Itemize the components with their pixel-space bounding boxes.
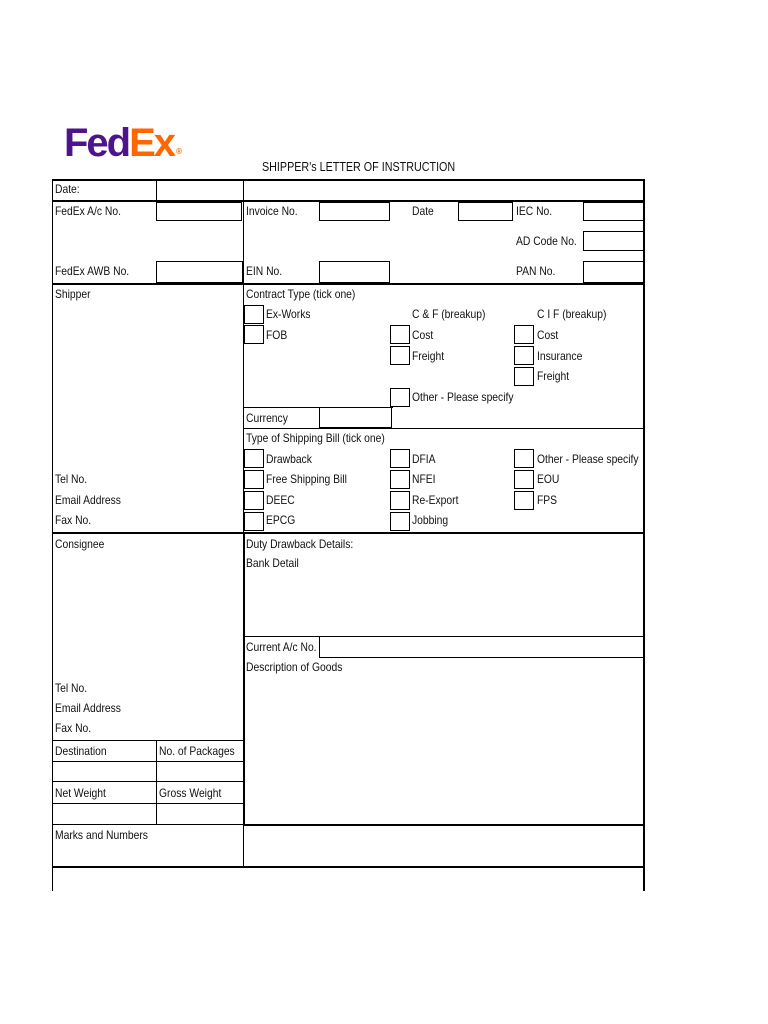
ein-no-input[interactable] (319, 261, 390, 283)
consignee-email-label: Email Address (55, 701, 121, 715)
cif-title: C I F (breakup) (537, 307, 607, 321)
contract-type-title: Contract Type (tick one) (246, 287, 356, 301)
cif-insurance-label: Insurance (537, 349, 583, 363)
net-weight-input[interactable] (52, 804, 157, 824)
drawback-label: Drawback (266, 452, 312, 466)
fedex-logo: FedEx ® (64, 121, 182, 165)
cf-freight-label: Freight (412, 349, 445, 363)
duty-drawback-title: Duty Drawback Details: (246, 537, 354, 551)
fedex-awb-input[interactable] (156, 261, 243, 283)
fob-checkbox[interactable] (244, 325, 264, 344)
ex-works-label: Ex-Works (266, 307, 311, 321)
shipper-label: Shipper (55, 287, 91, 301)
bill-other-label: Other - Please specify (537, 452, 639, 466)
deec-label: DEEC (266, 493, 295, 507)
current-ac-label: Current A/c No. (246, 640, 317, 654)
iec-no-input[interactable] (583, 202, 644, 221)
reexport-checkbox[interactable] (390, 491, 410, 510)
invoice-date-label: Date (412, 204, 434, 218)
fps-checkbox[interactable] (514, 491, 534, 510)
cif-cost-checkbox[interactable] (514, 325, 534, 344)
marks-and-numbers-label: Marks and Numbers (55, 828, 148, 842)
gross-weight-label: Gross Weight (159, 786, 222, 800)
shipper-email-label: Email Address (55, 493, 121, 507)
ex-works-checkbox[interactable] (244, 305, 264, 324)
reexport-label: Re-Export (412, 493, 459, 507)
bill-other-checkbox[interactable] (514, 449, 534, 468)
fedex-ac-label: FedEx A/c No. (55, 204, 121, 218)
free-shipping-bill-label: Free Shipping Bill (266, 472, 347, 486)
jobbing-checkbox[interactable] (390, 512, 410, 531)
contract-other-checkbox[interactable] (390, 388, 410, 407)
pan-no-label: PAN No. (516, 264, 556, 278)
invoice-date-input[interactable] (458, 202, 513, 221)
no-of-packages-label: No. of Packages (159, 744, 235, 758)
dfia-label: DFIA (412, 452, 436, 466)
cif-freight-label: Freight (537, 369, 570, 383)
epcg-checkbox[interactable] (244, 512, 264, 531)
drawback-checkbox[interactable] (244, 449, 264, 468)
ad-code-input[interactable] (583, 231, 644, 251)
contract-other-label: Other - Please specify (412, 390, 514, 404)
ein-no-label: EIN No. (246, 264, 283, 278)
shipper-fax-label: Fax No. (55, 513, 92, 527)
deec-checkbox[interactable] (244, 491, 264, 510)
packages-input[interactable] (157, 761, 243, 782)
current-ac-input[interactable] (319, 636, 644, 658)
epcg-label: EPCG (266, 513, 296, 527)
nfei-checkbox[interactable] (390, 470, 410, 489)
consignee-tel-label: Tel No. (55, 681, 88, 695)
form-title: SHIPPER's LETTER OF INSTRUCTION (262, 160, 456, 174)
fedex-ac-input[interactable] (156, 202, 242, 221)
consignee-fax-label: Fax No. (55, 721, 92, 735)
destination-input[interactable] (52, 761, 157, 782)
cf-cost-label: Cost (412, 328, 434, 342)
eou-label: EOU (537, 472, 560, 486)
cf-cost-checkbox[interactable] (390, 325, 410, 344)
shipper-tel-label: Tel No. (55, 472, 88, 486)
currency-input[interactable] (319, 407, 392, 428)
fob-label: FOB (266, 328, 288, 342)
pan-no-input[interactable] (583, 261, 644, 283)
invoice-no-input[interactable] (319, 202, 390, 221)
dfia-checkbox[interactable] (390, 449, 410, 468)
shipping-bill-title: Type of Shipping Bill (tick one) (246, 431, 385, 445)
fedex-awb-label: FedEx AWB No. (55, 264, 130, 278)
net-weight-label: Net Weight (55, 786, 106, 800)
consignee-label: Consignee (55, 537, 105, 551)
date-label: Date: (55, 182, 80, 196)
description-of-goods-label: Description of Goods (246, 660, 343, 674)
fps-label: FPS (537, 493, 558, 507)
free-shipping-bill-checkbox[interactable] (244, 470, 264, 489)
ad-code-label: AD Code No. (516, 234, 577, 248)
currency-label: Currency (246, 411, 288, 425)
nfei-label: NFEI (412, 472, 436, 486)
invoice-no-label: Invoice No. (246, 204, 298, 218)
destination-label: Destination (55, 744, 107, 758)
cf-title: C & F (breakup) (412, 307, 486, 321)
cif-insurance-checkbox[interactable] (514, 346, 534, 365)
cif-freight-checkbox[interactable] (514, 367, 534, 386)
gross-weight-input[interactable] (157, 804, 243, 824)
iec-no-label: IEC No. (516, 204, 553, 218)
jobbing-label: Jobbing (412, 513, 449, 527)
eou-checkbox[interactable] (514, 470, 534, 489)
bank-detail-label: Bank Detail (246, 556, 299, 570)
cf-freight-checkbox[interactable] (390, 346, 410, 365)
cif-cost-label: Cost (537, 328, 559, 342)
